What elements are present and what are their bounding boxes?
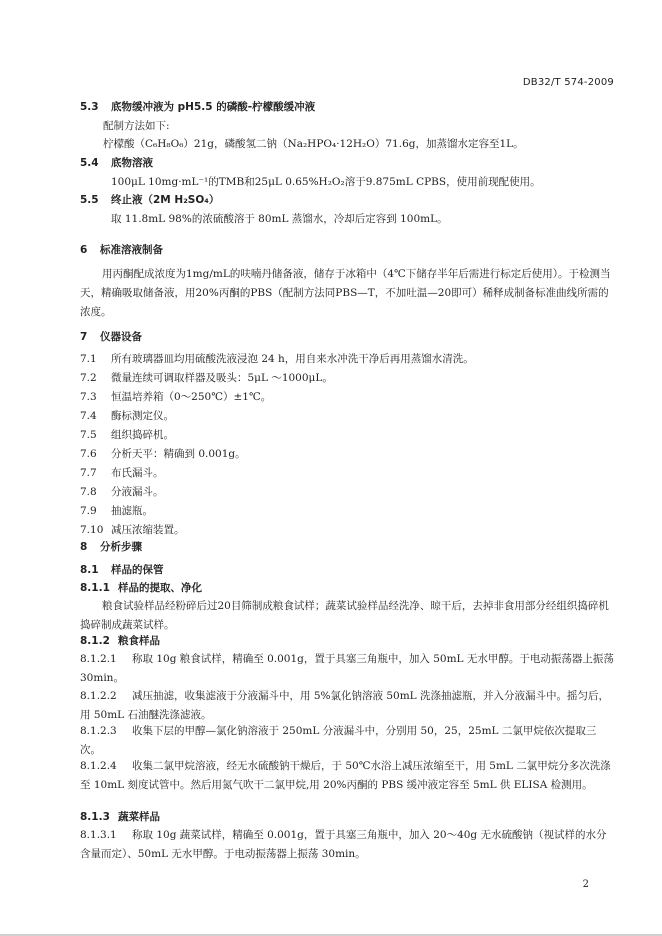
item-number: 7.1 xyxy=(80,353,97,365)
item-text: 布氏漏斗。 xyxy=(111,467,164,479)
instrument-item xyxy=(80,485,164,499)
document-id: DB32/T 574-2009 xyxy=(522,77,614,88)
clause-number: 8.1.2.4 xyxy=(80,760,117,772)
item-number: 7.4 xyxy=(80,410,97,422)
item-text: 微量连续可调取样器及吸头：5μL ～1000μL。 xyxy=(111,372,333,384)
section-title: 终止液（2M H₂SO₄） xyxy=(111,194,220,206)
item-number: 7.6 xyxy=(80,448,97,460)
instrument-item xyxy=(80,409,174,423)
section-title: 蔬菜样品 xyxy=(118,811,160,823)
clause-8-1-2-3 xyxy=(80,722,614,760)
section-title: 粮食样品 xyxy=(118,635,160,647)
instrument-item xyxy=(80,390,271,404)
clause-text: 收集二氯甲烷溶液，经无水硫酸钠干燥后，于 50℃水浴上减压浓缩至干，用 5mL 二氯甲烷分多次洗涤至 10mL 刻度试管中。然后用氮气吹干二氯甲烷,用 20%丙酮的 PBS 缓冲液定容至 5mL 供 ELISA 检测用。 xyxy=(80,760,611,791)
section-7-heading xyxy=(80,330,142,344)
section-number: 7 xyxy=(80,331,88,343)
section-number: 5.4 xyxy=(80,157,99,169)
instrument-item xyxy=(80,523,185,537)
item-text: 酶标测定仪。 xyxy=(111,410,174,422)
section-number: 6 xyxy=(80,244,88,256)
text-line: 取 11.8mL 98%的浓硫酸溶于 80mL 蒸馏水，冷却后定容到 100mL。 xyxy=(111,213,448,225)
section-title: 分析步骤 xyxy=(100,541,142,553)
section-number: 5.5 xyxy=(80,194,99,206)
item-number: 7.9 xyxy=(80,505,97,517)
item-text: 抽滤瓶。 xyxy=(111,505,153,517)
instrument-item xyxy=(80,504,153,518)
section-8-1-2-heading xyxy=(80,634,160,648)
section-title: 仪器设备 xyxy=(100,331,142,343)
instrument-item xyxy=(80,371,333,385)
section-number: 8.1 xyxy=(80,564,99,576)
instrument-item xyxy=(80,428,174,442)
section-6-heading xyxy=(80,243,163,257)
item-text: 恒温培养箱（0～250℃）±1℃。 xyxy=(111,391,272,403)
section-8-1-1-heading xyxy=(80,581,202,595)
item-text: 分液漏斗。 xyxy=(111,486,164,498)
section-title: 底物缓冲液为 pH5.5 的磷酸-柠檬酸缓冲液 xyxy=(111,101,316,113)
item-text: 分析天平：精确到 0.001g。 xyxy=(111,448,246,460)
section-5-3-heading xyxy=(80,100,315,114)
clause-text: 减压抽滤，收集滤液于分液漏斗中，用 5%氯化钠溶液 50mL 洗涤抽滤瓶，并入分液漏斗中。摇匀后，用 50mL 石油醚洗涤滤液。 xyxy=(80,690,609,721)
clause-number: 8.1.2.3 xyxy=(80,725,117,737)
clause-number: 8.1.2.1 xyxy=(80,653,117,665)
section-title: 样品的保管 xyxy=(111,564,164,576)
item-text: 组织捣碎机。 xyxy=(111,429,174,441)
section-title: 底物溶液 xyxy=(111,157,153,169)
clause-8-1-3-1 xyxy=(80,826,614,864)
item-text: 所有玻璃器皿均用硫酸洗液浸泡 24 h，用自来水冲洗干净后再用蒸馏水清洗。 xyxy=(111,353,474,365)
paragraph: 用丙酮配成浓度为1mg/mL的呋喃丹储备液，储存于冰箱中（4℃下储存半年后需进行标定后使用）。于检测当天，精确吸取储备液，用20%丙酮的PBS（配制方法同PBS—T，不加吐温—20即可）稀释成制备标准曲线所需的浓度。 xyxy=(80,268,611,318)
page-number: 2 xyxy=(582,879,589,890)
item-number: 7.8 xyxy=(80,486,97,498)
clause-text: 收集下层的甲醇—氯化钠溶液于 250mL 分液漏斗中，分别用 50，25，25mL 二氯甲烷依次提取三次。 xyxy=(80,725,597,756)
text-line: 配制方法如下: xyxy=(103,120,170,132)
text-line: 100μL 10mg·mL⁻¹的TMB和25μL 0.65%H₂O₂溶于9.875mL CPBS，使用前现配使用。 xyxy=(111,176,541,188)
item-number: 7.5 xyxy=(80,429,97,441)
item-text: 减压浓缩装置。 xyxy=(111,524,185,536)
section-8-1-heading xyxy=(80,563,164,577)
clause-8-1-2-4 xyxy=(80,757,614,795)
clause-number: 8.1.2.2 xyxy=(80,690,117,702)
section-8-heading xyxy=(80,540,142,554)
text-line: 柠檬酸（C₆H₈O₆）21g，磷酸氢二钠（Na₂HPO₄·12H₂O）71.6g，加蒸馏水定容至1L。 xyxy=(103,138,524,150)
item-number: 7.2 xyxy=(80,372,97,384)
section-title: 标准溶液制备 xyxy=(100,244,163,256)
clause-text: 称取 10g 蔬菜试样，精确至 0.001g，置于具塞三角瓶中，加入 20～40g 无水硫酸钠（视试样的水分含量而定）、50mL 无水甲醇。于电动振荡器上振荡 30min。 xyxy=(80,829,607,860)
instrument-item xyxy=(80,466,164,480)
clause-number: 8.1.3.1 xyxy=(80,829,117,841)
clause-8-1-2-2 xyxy=(80,687,614,725)
section-number: 8.1.2 xyxy=(80,635,110,647)
section-5-4-heading xyxy=(80,156,153,170)
section-5-5-heading xyxy=(80,193,219,207)
clause-8-1-2-1 xyxy=(80,650,614,688)
item-number: 7.10 xyxy=(80,524,104,536)
section-title: 样品的提取、净化 xyxy=(118,582,202,594)
item-number: 7.3 xyxy=(80,391,97,403)
section-number: 8 xyxy=(80,541,88,553)
instrument-item xyxy=(80,447,246,461)
section-number: 8.1.1 xyxy=(80,582,110,594)
clause-text: 称取 10g 粮食试样，精确至 0.001g，置于具塞三角瓶中，加入 50mL 无水甲醇。于电动振荡器上振荡 30min。 xyxy=(80,653,614,684)
section-number: 5.3 xyxy=(80,101,99,113)
paragraph: 粮食试验样品经粉碎后过20目筛制成粮食试样；蔬菜试验样品经洗净、晾干后，去掉非食用部分经组织捣碎机捣碎制成蔬菜试样。 xyxy=(80,600,609,631)
section-8-1-3-heading xyxy=(80,810,160,824)
section-number: 8.1.3 xyxy=(80,811,110,823)
instrument-item xyxy=(80,352,474,366)
item-number: 7.7 xyxy=(80,467,97,479)
